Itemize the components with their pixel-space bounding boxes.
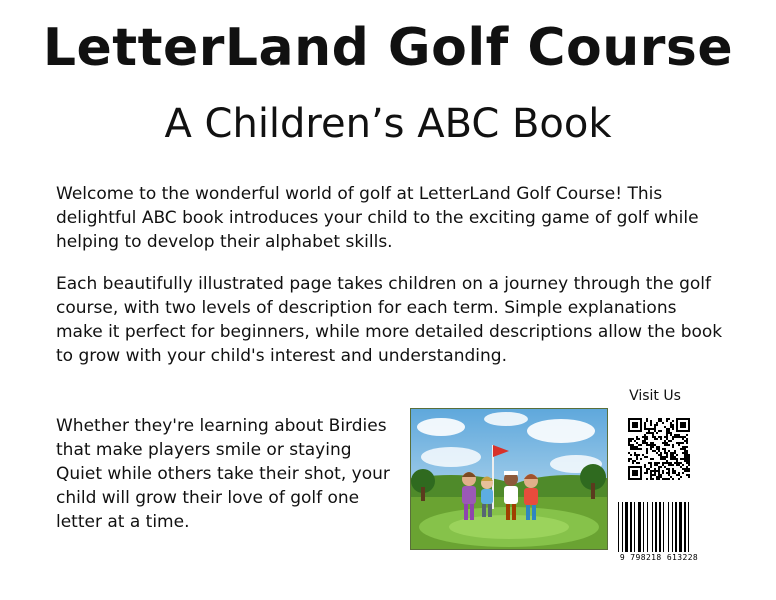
intro-paragraph: Welcome to the wonderful world of golf at LetterLand Golf Course! This delightful ABC book introduces your child to the exciting game of golf while helping to develop their alphabet skills. [56, 184, 699, 252]
visit-us-label: Visit Us [629, 388, 681, 404]
book-subtitle: A Children’s ABC Book [164, 101, 612, 147]
details-paragraph: Each beautifully illustrated page takes children on a journey through the golf course, with two levels of description for each term. Simple explanations make it perfect for beginners, while more detailed descriptions allow the book to grow with your child's interest and understanding. [56, 274, 723, 366]
book-title: LetterLand Golf Course [42, 18, 734, 78]
qr-code-icon [628, 418, 690, 484]
barcode-icon [616, 502, 702, 556]
closing-paragraph: Whether they're learning about Birdies that make players smile or staying Quiet while others take their shot, your child will grow their love of golf one letter at a time. [56, 416, 390, 532]
golf-kids-illustration [410, 408, 608, 550]
isbn-number: 9 798218 613228 [619, 553, 699, 562]
